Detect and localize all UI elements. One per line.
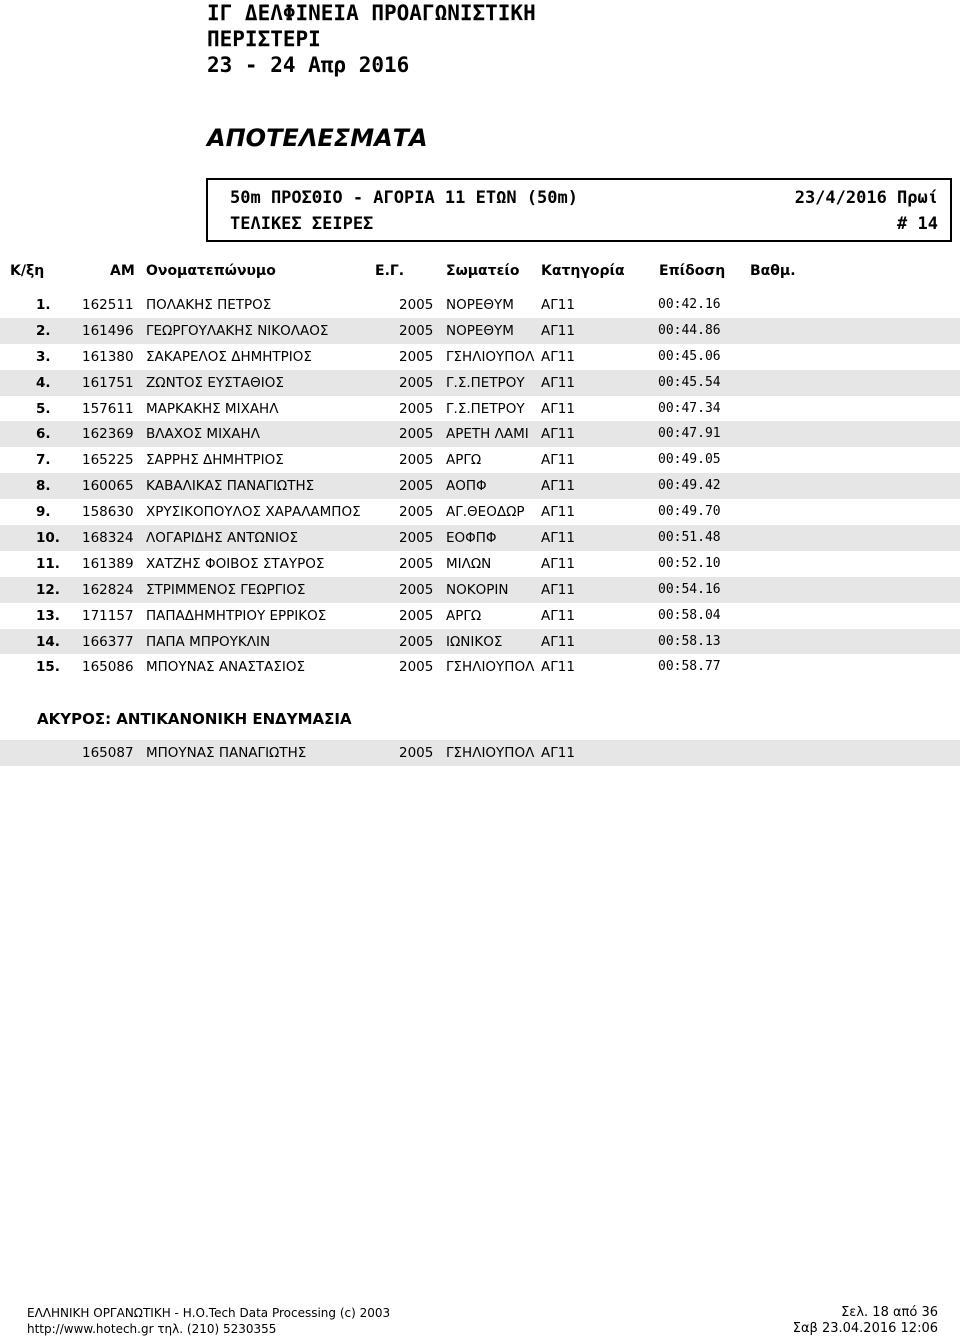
cell-rank: 5.: [36, 400, 51, 417]
cell-time: 00:51.48: [658, 530, 721, 546]
cell-yob: 2005: [399, 374, 434, 391]
cell-category: ΑΓ11: [541, 322, 575, 339]
cell-rank: 13.: [36, 607, 60, 624]
cell-rank: 3.: [36, 348, 51, 365]
event-number: # 14: [897, 214, 938, 234]
footer-org: ΕΛΛΗΝΙΚΗ ΟΡΓΑΝΩΤΙΚΗ - Η.Ο.Tech Data Processing (c) 2003: [27, 1306, 391, 1320]
footer-right: [793, 1305, 938, 1337]
cell-rank: 8.: [36, 478, 51, 495]
col-club: Σωματείο: [446, 263, 520, 279]
cell-yob: 2005: [399, 478, 434, 495]
cell-yob: 2005: [399, 322, 434, 339]
table-row: [0, 421, 960, 447]
event-name: 50m ΠΡΟΣΘΙΟ - ΑΓΟΡΙΑ 11 ΕΤΩΝ (50m): [230, 188, 578, 208]
cell-rank: 9.: [36, 504, 51, 521]
cell-time: 00:54.16: [658, 581, 721, 597]
meet-dates: 23 - 24 Απρ 2016: [207, 53, 410, 77]
cell-am: 161496: [82, 322, 134, 339]
table-row: [0, 396, 960, 422]
cell-rank: 7.: [36, 452, 51, 469]
cell-am: 165225: [82, 452, 134, 469]
table-row: [0, 603, 960, 629]
cell-club: ΓΣΗΛΙΟΥΠΟΛ: [446, 348, 535, 365]
cell-am: 168324: [82, 530, 134, 547]
cell-club: ΑΟΠΦ: [446, 478, 487, 495]
cell-rank: 4.: [36, 374, 51, 391]
col-yob: Ε.Γ.: [375, 263, 405, 279]
cell-club: ΕΟΦΠΦ: [446, 530, 497, 547]
table-row: [0, 551, 960, 577]
cell-am: 165086: [82, 659, 134, 676]
cell-club: ΜΙΛΩΝ: [446, 555, 492, 572]
meet-header: [207, 0, 536, 78]
cell-name: ΜΠΟΥΝΑΣ ΠΑΝΑΓΙΩΤΗΣ: [146, 745, 307, 761]
cell-am: 158630: [82, 504, 134, 521]
table-row: [0, 654, 960, 680]
cell-category: ΑΓ11: [541, 374, 575, 391]
cell-category: ΑΓ11: [541, 530, 575, 547]
cell-name: ΒΛΑΧΟΣ ΜΙΧΑΗΛ: [146, 426, 260, 443]
cell-rank: 1.: [36, 297, 51, 313]
cell-am: 162511: [82, 297, 134, 313]
cell-yob: 2005: [399, 297, 434, 313]
cell-rank: 2.: [36, 322, 51, 339]
cell-club: ΑΡΓΩ: [446, 452, 482, 469]
event-phase: ΤΕΛΙΚΕΣ ΣΕΙΡΕΣ: [230, 214, 374, 234]
cell-am: 161389: [82, 555, 134, 572]
table-row: [0, 499, 960, 525]
cell-category: ΑΓ11: [541, 555, 575, 572]
cell-time: 00:45.54: [658, 374, 721, 390]
col-rank: Κ/ξη: [10, 263, 45, 279]
cell-name: ΠΑΠΑΔΗΜΗΤΡΙΟΥ ΕΡΡΙΚΟΣ: [146, 607, 327, 624]
cell-am: 162369: [82, 426, 134, 443]
meet-venue: ΠΕΡΙΣΤΕΡΙ: [207, 27, 321, 51]
table-row: [0, 473, 960, 499]
table-row: [0, 629, 960, 655]
cell-yob: 2005: [399, 426, 434, 443]
cell-category: ΑΓ11: [541, 745, 575, 761]
cell-rank: 15.: [36, 659, 60, 676]
table-row: [0, 318, 960, 344]
cell-club: ΝΟΚΟΡΙΝ: [446, 581, 509, 598]
cell-yob: 2005: [399, 555, 434, 572]
cell-club: ΑΡΕΤΗ ΛΑΜΙ: [446, 426, 529, 443]
event-date: 23/4/2016 Πρωί: [794, 188, 938, 208]
cell-name: ΣΑΡΡΗΣ ΔΗΜΗΤΡΙΟΣ: [146, 452, 284, 469]
col-am: ΑΜ: [110, 263, 135, 279]
table-row: [0, 447, 960, 473]
cell-category: ΑΓ11: [541, 659, 575, 676]
cell-am: 171157: [82, 607, 134, 624]
cell-time: 00:58.04: [658, 607, 721, 623]
cell-name: ΛΟΓΑΡΙΔΗΣ ΑΝΤΩΝΙΟΣ: [146, 530, 299, 547]
cell-am: 160065: [82, 478, 134, 495]
cell-name: ΣΤΡΙΜΜΕΝΟΣ ΓΕΩΡΓΙΟΣ: [146, 581, 306, 598]
cell-club: ΑΡΓΩ: [446, 607, 482, 624]
cell-name: ΠΑΠΑ ΜΠΡΟΥΚΛΙΝ: [146, 633, 271, 650]
table-row: [0, 577, 960, 603]
cell-yob: 2005: [399, 504, 434, 521]
cell-category: ΑΓ11: [541, 348, 575, 365]
footer-web: http://www.hotech.gr τηλ. (210) 5230355: [27, 1322, 277, 1336]
cell-category: ΑΓ11: [541, 400, 575, 417]
cell-time: 00:52.10: [658, 555, 721, 571]
cell-category: ΑΓ11: [541, 478, 575, 495]
cell-am: 157611: [82, 400, 134, 417]
footer-left: [27, 1305, 390, 1337]
results-table: [0, 292, 960, 680]
results-title: ΑΠΟΤΕΛΕΣΜΑΤΑ: [207, 124, 428, 152]
cell-time: 00:42.16: [658, 297, 721, 312]
cell-yob: 2005: [399, 400, 434, 417]
cell-category: ΑΓ11: [541, 581, 575, 598]
col-category: Κατηγορία: [541, 263, 625, 279]
cell-am: 161380: [82, 348, 134, 365]
cell-name: ΣΑΚΑΡΕΛΟΣ ΔΗΜΗΤΡΙΟΣ: [146, 348, 312, 365]
cell-name: ΓΕΩΡΓΟΥΛΑΚΗΣ ΝΙΚΟΛΑΟΣ: [146, 322, 329, 339]
cell-am: 161751: [82, 374, 134, 391]
col-time: Επίδοση: [659, 263, 726, 279]
cell-name: ΚΑΒΑΛΙΚΑΣ ΠΑΝΑΓΙΩΤΗΣ: [146, 478, 315, 495]
footer-printed: Σαβ 23.04.2016 12:06: [792, 1321, 938, 1336]
cell-rank: 14.: [36, 633, 60, 650]
cell-category: ΑΓ11: [541, 633, 575, 650]
cell-club: ΑΓ.ΘΕΟΔΩΡ: [446, 504, 525, 521]
cell-am: 166377: [82, 633, 134, 650]
footer-page: Σελ. 18 από 36: [841, 1305, 938, 1320]
cell-time: 00:49.42: [658, 478, 721, 494]
cell-yob: 2005: [399, 745, 434, 761]
cell-club: ΓΣΗΛΙΟΥΠΟΛ: [446, 659, 535, 676]
cell-time: 00:49.05: [658, 452, 721, 468]
cell-time: 00:47.34: [658, 400, 721, 416]
cell-name: ΧΑΤΖΗΣ ΦΟΙΒΟΣ ΣΤΑΥΡΟΣ: [146, 555, 325, 572]
cell-name: ΜΑΡΚΑΚΗΣ ΜΙΧΑΗΛ: [146, 400, 279, 417]
cell-am: 165087: [82, 745, 134, 761]
cell-time: 00:44.86: [658, 322, 721, 338]
cell-yob: 2005: [399, 452, 434, 469]
cell-yob: 2005: [399, 633, 434, 650]
cell-yob: 2005: [399, 530, 434, 547]
cell-category: ΑΓ11: [541, 504, 575, 521]
cell-time: 00:58.13: [658, 633, 721, 649]
cell-category: ΑΓ11: [541, 297, 575, 313]
cell-name: ΠΟΛΑΚΗΣ ΠΕΤΡΟΣ: [146, 297, 272, 313]
table-row: [0, 292, 960, 318]
cell-rank: 12.: [36, 581, 60, 598]
cell-rank: 11.: [36, 555, 60, 572]
cell-club: ΝΟΡΕΘΥΜ: [446, 297, 514, 313]
event-box: [206, 178, 952, 242]
cell-name: ΧΡΥΣΙΚΟΠΟΥΛΟΣ ΧΑΡΑΛΑΜΠΟΣ: [146, 504, 361, 521]
cell-yob: 2005: [399, 581, 434, 598]
col-name: Ονοματεπώνυμο: [146, 263, 276, 279]
cell-time: 00:45.06: [658, 348, 721, 364]
cell-category: ΑΓ11: [541, 607, 575, 624]
cell-time: 00:49.70: [658, 504, 721, 520]
table-row: [0, 525, 960, 551]
cell-category: ΑΓ11: [541, 452, 575, 469]
cell-club: ΙΩΝΙΚΟΣ: [446, 633, 503, 650]
cell-time: 00:47.91: [658, 426, 721, 442]
cell-club: Γ.Σ.ΠΕΤΡΟΥ: [446, 374, 525, 391]
disqualified-title: ΑΚΥΡΟΣ: ΑΝΤΙΚΑΝΟΝΙΚΗ ΕΝΔΥΜΑΣΙΑ: [37, 710, 352, 728]
table-row: [0, 370, 960, 396]
cell-am: 162824: [82, 581, 134, 598]
table-row: [0, 740, 960, 766]
cell-club: ΝΟΡΕΘΥΜ: [446, 322, 514, 339]
cell-time: 00:58.77: [658, 659, 721, 675]
cell-rank: 10.: [36, 530, 60, 547]
cell-club: ΓΣΗΛΙΟΥΠΟΛ: [446, 745, 535, 761]
disqualified-table: [0, 740, 960, 766]
cell-club: Γ.Σ.ΠΕΤΡΟΥ: [446, 400, 525, 417]
col-points: Βαθμ.: [750, 263, 796, 279]
cell-name: ΜΠΟΥΝΑΣ ΑΝΑΣΤΑΣΙΟΣ: [146, 659, 306, 676]
cell-yob: 2005: [399, 607, 434, 624]
cell-rank: 6.: [36, 426, 51, 443]
cell-category: ΑΓ11: [541, 426, 575, 443]
table-row: [0, 344, 960, 370]
meet-title: ΙΓ ΔΕΛΦΙΝΕΙΑ ΠΡΟΑΓΩΝΙΣΤΙΚΗ: [207, 1, 536, 25]
cell-name: ΖΩΝΤΟΣ ΕΥΣΤΑΘΙΟΣ: [146, 374, 284, 391]
cell-yob: 2005: [399, 348, 434, 365]
cell-yob: 2005: [399, 659, 434, 676]
